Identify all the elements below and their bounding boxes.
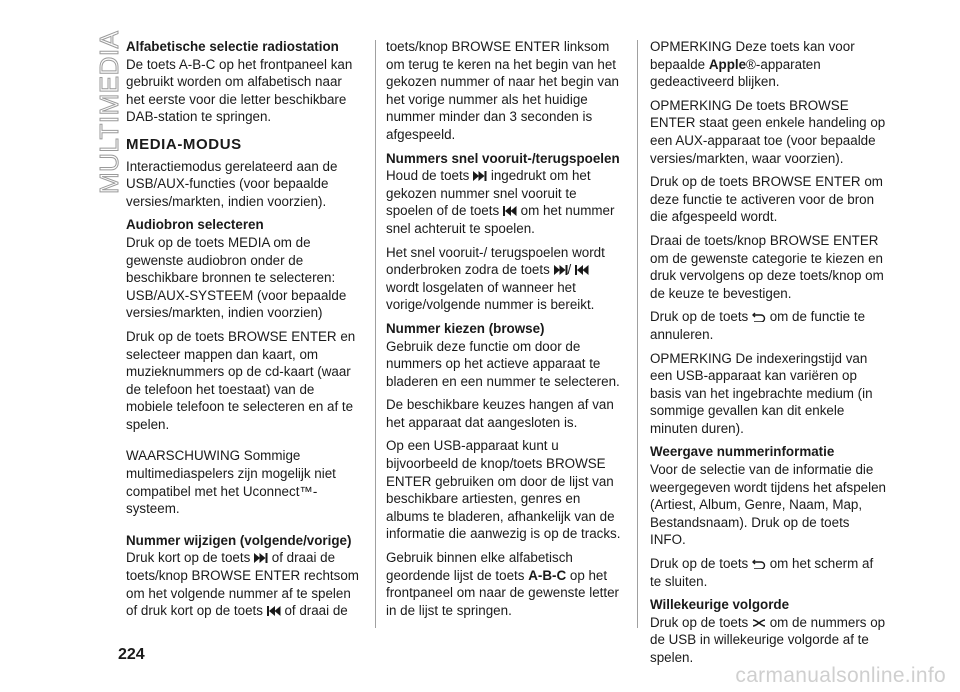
column-divider-1	[375, 40, 376, 628]
heading-audio-source: Audiobron selecteren	[126, 217, 264, 233]
text-segment: of draai de	[284, 603, 348, 619]
paragraph-shuffle	[650, 614, 886, 667]
heading-media-mode: MEDIA-MODUS	[126, 135, 242, 153]
paragraph-note-indexing: OPMERKING De indexeringstijd van een USB-apparaat kan variëren op basis van het ingebrachte medium (in sommige gevallen kan dit enkele minuten duren).	[650, 350, 873, 436]
text-segment: om het scherm af te sluiten.	[650, 556, 874, 589]
paragraph-track-continued: toets/knop BROWSE ENTER linksom om terug te keren na het begin van het gekozen nummer of naar het begin van het vorige nummer als het huidige nummer minder dan 3 seconden is afgespeeld.	[386, 39, 619, 142]
text-segment: op het frontpaneel om naar de gewenste letter in de lijst te springen.	[386, 567, 619, 618]
column-1	[126, 38, 362, 626]
text-segment: om de nummers op de USB in willekeurige volgorde af te spelen.	[650, 614, 886, 665]
text-segment: Druk op de toets	[650, 556, 749, 572]
heading-change-track: Nummer wijzigen (volgende/vorige)	[126, 532, 352, 548]
next-track-icon	[254, 553, 268, 563]
text-segment: of draai de toets/knop BROWSE ENTER rechtsom om het volgende nummer af te spelen of druk kort op de toets	[126, 550, 359, 619]
paragraph-activate: Druk op de toets BROWSE ENTER om deze functie te activeren voor de bron die afgespeeld wordt.	[650, 174, 883, 225]
paragraph-browse-4	[386, 549, 622, 619]
text-segment: Druk kort op de toets	[126, 550, 251, 566]
previous-track-icon	[575, 265, 589, 275]
text-segment: ingedrukt om het gekozen nummer snel vooruit te spoelen of de toets	[386, 168, 591, 219]
paragraph-fast-forward-2	[386, 244, 622, 314]
heading-alphabetical-station: Alfabetische selectie radiostation	[126, 39, 339, 54]
apple-label: Apple	[708, 56, 747, 72]
back-icon	[752, 559, 766, 569]
paragraph-alphabetical-station: De toets A-B-C op het frontpaneel kan gebruikt worden om alfabetisch naar het eerste voor die letter beschikbare DAB-station te springen.	[126, 56, 353, 125]
heading-track-info: Weergave nummerinformatie	[650, 444, 835, 460]
previous-track-icon	[267, 606, 281, 616]
section-side-label	[76, 30, 124, 194]
paragraph-browse-1: Gebruik deze functie om door de nummers op het actieve apparaat te bladeren en een nummer te selecteren.	[386, 338, 620, 389]
text-segment: Houd de toets	[386, 168, 470, 184]
back-icon	[752, 312, 766, 322]
page-number: 224	[118, 646, 145, 663]
paragraph-audio-source-2: Druk op de toets BROWSE ENTER en selecteer mappen dan kaart, om muzieknummers op de cd-kaart (waar de telefoon het toestaat) van de mobiele telefoon te selecteren en af te spelen.	[126, 328, 356, 432]
text-segment: ®-apparaten gedeactiveerd blijken.	[650, 56, 821, 90]
text-segment: Druk op de toets	[650, 614, 749, 630]
text-segment: om de functie te annuleren.	[650, 309, 866, 342]
paragraph-warning: WAARSCHUWING Sommige multimediaspelers zijn mogelijk niet compatibel met het Uconnect™-systeem.	[126, 448, 336, 517]
text-segment: Druk op de toets	[650, 309, 749, 325]
paragraph-cancel	[650, 308, 886, 343]
text-segment: OPMERKING Deze toets kan voor bepaalde	[650, 39, 855, 72]
paragraph-note-apple	[650, 38, 886, 91]
paragraph-track-info-2	[650, 555, 886, 590]
abc-key-label: A-B-C	[528, 567, 567, 583]
paragraph-browse-2: De beschikbare keuzes hangen af van het apparaat dat aangesloten is.	[386, 397, 614, 430]
paragraph-audio-source-1: Druk op de toets MEDIA om de gewenste audiobron onder de beschikbare bronnen te selecteren: USB/AUX-SYSTEEM (voor bepaalde versies/markten, indien voorzien)	[126, 234, 347, 321]
column-3	[650, 38, 886, 673]
shuffle-icon	[752, 618, 766, 628]
next-track-icon	[473, 171, 487, 181]
text-segment: /	[567, 262, 572, 278]
paragraph-change-track	[126, 549, 362, 619]
paragraph-browse-3: Op een USB-apparaat kunt u bijvoorbeeld de knop/toets BROWSE ENTER gebruiken om door de lijst van beschikbare artiesten, genres en albums te bladeren, afhankelijk van de informatie die aanwezig is op de tracks.	[386, 438, 621, 542]
paragraph-media-mode: Interactiemodus gerelateerd aan de USB/AUX-functies (voor bepaalde versies/markten, indien voorzien).	[126, 158, 338, 209]
text-segment: om het nummer snel achteruit te spoelen.	[386, 203, 615, 236]
column-divider-2	[637, 40, 638, 628]
heading-fast-forward-rewind: Nummers snel vooruit-/terugspoelen	[386, 150, 620, 166]
paragraph-track-info-1: Voor de selectie van de informatie die weergegeven wordt tijdens het afspelen (Artiest, Album, Genre, Naam, Map, Bestandsnaam). Druk op de toets INFO.	[650, 462, 886, 548]
heading-shuffle: Willekeurige volgorde	[650, 597, 790, 613]
next-track-icon	[554, 265, 568, 275]
previous-track-icon	[503, 206, 517, 216]
paragraph-fast-forward-1	[386, 167, 622, 237]
paragraph-select-category: Draai de toets/knop BROWSE ENTER om de gewenste categorie te kiezen en druk vervolgens op deze toets/knop om de keuze te bevestigen.	[650, 232, 884, 301]
paragraph-note-aux: OPMERKING De toets BROWSE ENTER staat geen enkele handeling op een AUX-apparaat toe (voor bepaalde versies/markten, waar voorzien).	[650, 97, 886, 166]
watermark: carmanualsonline.info	[735, 664, 946, 687]
heading-browse: Nummer kiezen (browse)	[386, 320, 545, 336]
text-segment: Gebruik binnen elke alfabetisch geordende lijst de toets	[386, 550, 573, 583]
column-2	[386, 38, 622, 625]
section-side-label-text: MULTIMEDIA	[94, 30, 124, 194]
text-segment: wordt losgelaten of wanneer het vorige/volgende nummer is bereikt.	[386, 279, 595, 313]
text-segment: Het snel vooruit-/ terugspoelen wordt onderbroken zodra de toets	[386, 244, 605, 278]
